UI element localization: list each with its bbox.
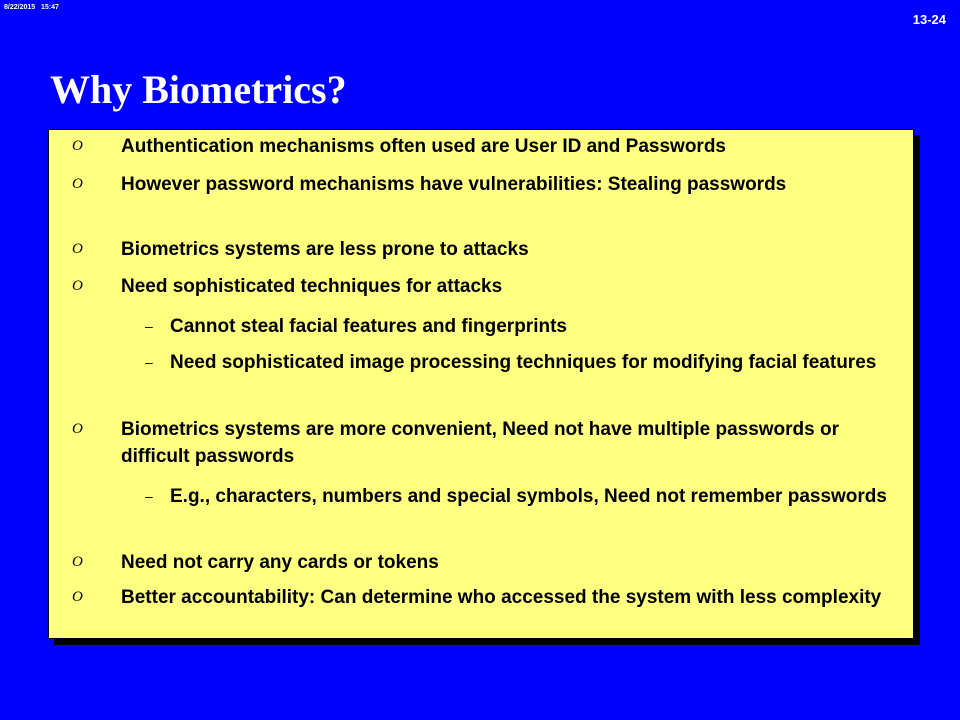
bullet-text: Authentication mechanisms often used are User ID and Passwords xyxy=(121,136,726,157)
bullet-text: Biometrics systems are less prone to attacks xyxy=(121,239,529,260)
bullet-text: E.g., characters, numbers and special symbols, Need not remember passwords xyxy=(170,486,887,507)
bullet-item xyxy=(72,273,911,300)
bullet-marker-icon: O xyxy=(72,589,83,605)
bullet-marker-icon: O xyxy=(72,554,83,570)
slide-title: Why Biometrics? xyxy=(50,67,347,112)
bullet-marker-icon: O xyxy=(72,278,83,294)
bullet-text: Cannot steal facial features and fingerprints xyxy=(170,316,567,337)
bullet-item xyxy=(72,236,911,263)
bullet-text: Need not carry any cards or tokens xyxy=(121,552,439,573)
bullet-marker-icon: O xyxy=(72,241,83,257)
content-box xyxy=(48,129,914,639)
bullet-item xyxy=(72,584,911,611)
bullet-item xyxy=(72,416,911,470)
bullet-text: Need sophisticated techniques for attacks xyxy=(121,276,503,297)
bullet-marker-icon: O xyxy=(72,421,83,437)
bullet-item xyxy=(72,171,911,198)
bullet-marker-icon: O xyxy=(72,176,83,192)
dash-marker-icon: – xyxy=(145,488,153,504)
sub-bullet-item xyxy=(145,483,905,510)
bullet-text: Need sophisticated image processing techniques for modifying facial features xyxy=(170,352,877,373)
bullet-text: Biometrics systems are more convenient, Need not have multiple passwords or difficult passwords xyxy=(121,419,840,467)
bullet-marker-icon: O xyxy=(72,138,83,154)
bullet-item xyxy=(72,549,911,576)
sub-bullet-item xyxy=(145,313,905,340)
bullet-item xyxy=(72,133,911,160)
sub-bullet-item xyxy=(145,349,905,376)
bullet-text: However password mechanisms have vulnerabilities: Stealing passwords xyxy=(121,174,787,195)
dash-marker-icon: – xyxy=(145,354,153,370)
date-stamp: 8/22/2015 15:47 xyxy=(4,4,59,11)
slide-number: 13-24 xyxy=(912,12,946,27)
dash-marker-icon: – xyxy=(145,318,153,334)
bullet-text: Better accountability: Can determine who accessed the system with less complexity xyxy=(121,587,882,608)
